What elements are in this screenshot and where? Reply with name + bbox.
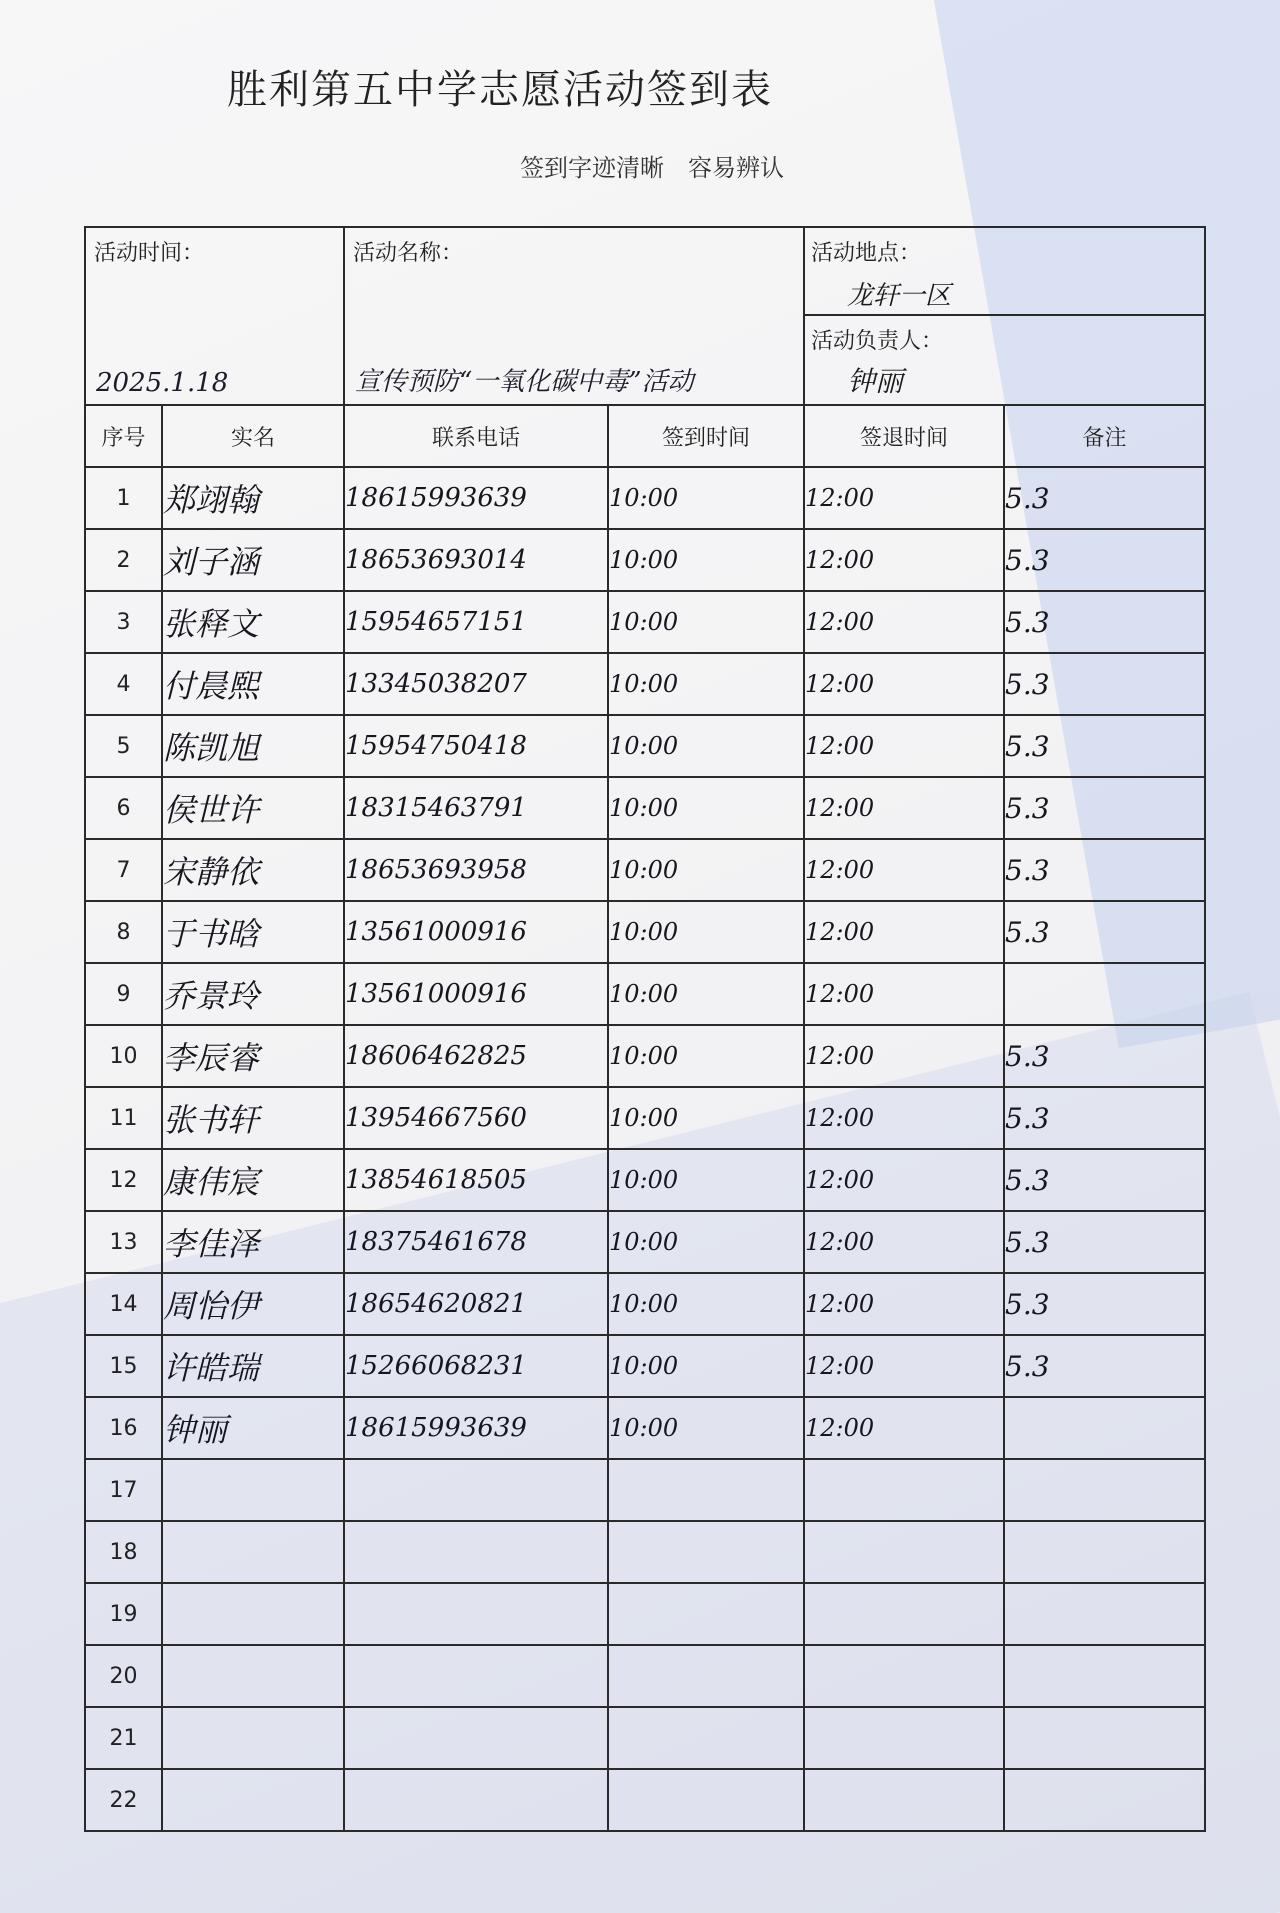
activity-leader-value: 钟丽 — [847, 365, 904, 398]
phone-cell: 13854618505 — [344, 1149, 608, 1211]
sign-in-cell — [608, 1521, 804, 1583]
phone-cell: 13561000916 — [344, 901, 608, 963]
seq-cell: 1 — [85, 467, 162, 529]
remark-cell: 5.3 — [1004, 1335, 1205, 1397]
activity-leader-label: 活动负责人： — [811, 329, 944, 354]
seq-cell: 18 — [85, 1521, 162, 1583]
table-row — [85, 1583, 1205, 1645]
sign-out-cell: 12:00 — [804, 529, 1004, 591]
table-row — [85, 467, 1205, 529]
sign-out-cell: 12:00 — [804, 1273, 1004, 1335]
phone-cell: 18653693014 — [344, 529, 608, 591]
sign-in-cell — [608, 1769, 804, 1831]
sign-out-cell: 12:00 — [804, 1149, 1004, 1211]
seq-cell: 16 — [85, 1397, 162, 1459]
name-cell: 钟丽 — [162, 1397, 344, 1459]
name-cell: 乔景玲 — [162, 963, 344, 1025]
seq-cell: 6 — [85, 777, 162, 839]
table-row — [85, 1273, 1205, 1335]
activity-name-label: 活动名称： — [353, 241, 464, 266]
phone-cell: 18375461678 — [344, 1211, 608, 1273]
seq-cell: 17 — [85, 1459, 162, 1521]
table-body — [85, 467, 1205, 1831]
phone-cell — [344, 1459, 608, 1521]
table-row — [85, 591, 1205, 653]
sign-in-cell: 10:00 — [608, 1335, 804, 1397]
sign-out-cell: 12:00 — [804, 839, 1004, 901]
sign-in-cell: 10:00 — [608, 715, 804, 777]
remark-cell: 5.3 — [1004, 467, 1205, 529]
phone-cell: 15954657151 — [344, 591, 608, 653]
table-row — [85, 901, 1205, 963]
remark-cell: 5.3 — [1004, 777, 1205, 839]
sign-out-cell: 12:00 — [804, 653, 1004, 715]
seq-cell: 13 — [85, 1211, 162, 1273]
sign-out-cell: 12:00 — [804, 1025, 1004, 1087]
sign-in-cell: 10:00 — [608, 591, 804, 653]
sign-out-cell: 12:00 — [804, 1087, 1004, 1149]
sign-in-cell: 10:00 — [608, 1211, 804, 1273]
name-cell — [162, 1459, 344, 1521]
table-row — [85, 1769, 1205, 1831]
seq-cell: 3 — [85, 591, 162, 653]
seq-cell: 5 — [85, 715, 162, 777]
sign-out-cell: 12:00 — [804, 963, 1004, 1025]
name-cell — [162, 1645, 344, 1707]
remark-cell: 5.3 — [1004, 1211, 1205, 1273]
seq-cell: 19 — [85, 1583, 162, 1645]
table-row — [85, 1335, 1205, 1397]
table-row — [85, 1211, 1205, 1273]
seq-cell: 4 — [85, 653, 162, 715]
phone-cell: 18653693958 — [344, 839, 608, 901]
name-cell: 康伟宸 — [162, 1149, 344, 1211]
remark-cell — [1004, 1521, 1205, 1583]
name-cell: 张书轩 — [162, 1087, 344, 1149]
sign-in-cell: 10:00 — [608, 529, 804, 591]
seq-cell: 11 — [85, 1087, 162, 1149]
seq-cell: 20 — [85, 1645, 162, 1707]
seq-cell: 7 — [85, 839, 162, 901]
table-row — [85, 1707, 1205, 1769]
phone-cell: 13954667560 — [344, 1087, 608, 1149]
sign-out-cell — [804, 1583, 1004, 1645]
name-cell: 周怡伊 — [162, 1273, 344, 1335]
activity-location-cell — [804, 227, 1205, 405]
sign-in-cell — [608, 1459, 804, 1521]
sign-in-table — [84, 226, 1206, 1832]
sign-out-cell — [804, 1707, 1004, 1769]
sign-out-cell — [804, 1769, 1004, 1831]
activity-location-value: 龙轩一区 — [847, 281, 952, 311]
table-row — [85, 1087, 1205, 1149]
seq-cell: 9 — [85, 963, 162, 1025]
seq-cell: 12 — [85, 1149, 162, 1211]
column-header-name: 实名 — [162, 405, 344, 467]
seq-cell: 14 — [85, 1273, 162, 1335]
name-cell — [162, 1521, 344, 1583]
activity-time-label: 活动时间： — [94, 241, 205, 266]
column-header-remark: 备注 — [1004, 405, 1205, 467]
seq-cell: 15 — [85, 1335, 162, 1397]
phone-cell: 13345038207 — [344, 653, 608, 715]
sign-in-cell: 10:00 — [608, 777, 804, 839]
sign-in-cell — [608, 1707, 804, 1769]
remark-cell — [1004, 1583, 1205, 1645]
name-cell: 李佳泽 — [162, 1211, 344, 1273]
sign-out-cell — [804, 1645, 1004, 1707]
remark-cell: 5.3 — [1004, 1087, 1205, 1149]
sign-out-cell: 12:00 — [804, 901, 1004, 963]
table-row — [85, 839, 1205, 901]
sign-in-cell: 10:00 — [608, 963, 804, 1025]
phone-cell — [344, 1645, 608, 1707]
remark-cell — [1004, 1769, 1205, 1831]
phone-cell: 18615993639 — [344, 467, 608, 529]
remark-cell: 5.3 — [1004, 591, 1205, 653]
table-row — [85, 1521, 1205, 1583]
sign-in-cell: 10:00 — [608, 1025, 804, 1087]
table-row — [85, 653, 1205, 715]
sign-in-cell: 10:00 — [608, 1149, 804, 1211]
phone-cell: 15266068231 — [344, 1335, 608, 1397]
activity-name-value: 宣传预防“一氧化碳中毒”活动 — [355, 367, 694, 397]
remark-cell: 5.3 — [1004, 1025, 1205, 1087]
phone-cell: 18654620821 — [344, 1273, 608, 1335]
sign-in-cell: 10:00 — [608, 1273, 804, 1335]
phone-cell — [344, 1707, 608, 1769]
remark-cell: 5.3 — [1004, 715, 1205, 777]
remark-cell — [1004, 963, 1205, 1025]
page-subtitle: 签到字迹清晰 容易辨认 — [520, 154, 784, 182]
phone-cell: 15954750418 — [344, 715, 608, 777]
seq-cell: 22 — [85, 1769, 162, 1831]
sign-out-cell: 12:00 — [804, 1211, 1004, 1273]
name-cell — [162, 1769, 344, 1831]
sign-in-cell: 10:00 — [608, 1397, 804, 1459]
name-cell: 宋静依 — [162, 839, 344, 901]
phone-cell: 18615993639 — [344, 1397, 608, 1459]
phone-cell: 13561000916 — [344, 963, 608, 1025]
phone-cell — [344, 1583, 608, 1645]
name-cell: 陈凯旭 — [162, 715, 344, 777]
sign-in-cell: 10:00 — [608, 1087, 804, 1149]
activity-location-label: 活动地点： — [811, 241, 922, 266]
name-cell — [162, 1707, 344, 1769]
sign-in-cell: 10:00 — [608, 467, 804, 529]
name-cell: 李辰睿 — [162, 1025, 344, 1087]
sign-in-cell — [608, 1583, 804, 1645]
sign-out-cell: 12:00 — [804, 467, 1004, 529]
sign-in-cell — [608, 1645, 804, 1707]
activity-name-cell — [344, 227, 804, 405]
table-row — [85, 1645, 1205, 1707]
sign-in-cell: 10:00 — [608, 653, 804, 715]
remark-cell: 5.3 — [1004, 1149, 1205, 1211]
table-row — [85, 963, 1205, 1025]
activity-time-value: 2025.1.18 — [96, 368, 229, 398]
remark-cell — [1004, 1459, 1205, 1521]
sign-out-cell: 12:00 — [804, 1397, 1004, 1459]
info-row — [85, 227, 1205, 405]
sign-in-cell: 10:00 — [608, 839, 804, 901]
column-header-seq: 序号 — [85, 405, 162, 467]
remark-cell — [1004, 1645, 1205, 1707]
name-cell: 许皓瑞 — [162, 1335, 344, 1397]
table-row — [85, 1025, 1205, 1087]
table-row — [85, 1459, 1205, 1521]
leader-block — [805, 316, 1204, 404]
page-title: 胜利第五中学志愿活动签到表 — [227, 67, 773, 113]
column-header-phone: 联系电话 — [344, 405, 608, 467]
column-header-row — [85, 405, 1205, 467]
remark-cell: 5.3 — [1004, 839, 1205, 901]
remark-cell: 5.3 — [1004, 901, 1205, 963]
name-cell: 侯世许 — [162, 777, 344, 839]
name-cell: 于书晗 — [162, 901, 344, 963]
name-cell: 张释文 — [162, 591, 344, 653]
remark-cell: 5.3 — [1004, 529, 1205, 591]
sign-out-cell: 12:00 — [804, 715, 1004, 777]
table-row — [85, 777, 1205, 839]
sign-out-cell — [804, 1521, 1004, 1583]
name-cell: 刘子涵 — [162, 529, 344, 591]
phone-cell — [344, 1769, 608, 1831]
sign-in-cell: 10:00 — [608, 901, 804, 963]
remark-cell: 5.3 — [1004, 1273, 1205, 1335]
name-cell — [162, 1583, 344, 1645]
seq-cell: 21 — [85, 1707, 162, 1769]
table-row — [85, 1149, 1205, 1211]
sign-out-cell: 12:00 — [804, 1335, 1004, 1397]
table-row — [85, 715, 1205, 777]
activity-time-cell — [85, 227, 344, 405]
sign-out-cell: 12:00 — [804, 777, 1004, 839]
remark-cell: 5.3 — [1004, 653, 1205, 715]
phone-cell — [344, 1521, 608, 1583]
name-cell: 郑翊翰 — [162, 467, 344, 529]
sign-out-cell: 12:00 — [804, 591, 1004, 653]
seq-cell: 2 — [85, 529, 162, 591]
column-header-sign-in: 签到时间 — [608, 405, 804, 467]
seq-cell: 10 — [85, 1025, 162, 1087]
name-cell: 付晨熙 — [162, 653, 344, 715]
remark-cell — [1004, 1707, 1205, 1769]
sign-out-cell — [804, 1459, 1004, 1521]
location-block — [805, 228, 1204, 316]
table-row — [85, 529, 1205, 591]
table-row — [85, 1397, 1205, 1459]
phone-cell: 18606462825 — [344, 1025, 608, 1087]
column-header-sign-out: 签退时间 — [804, 405, 1004, 467]
seq-cell: 8 — [85, 901, 162, 963]
remark-cell — [1004, 1397, 1205, 1459]
phone-cell: 18315463791 — [344, 777, 608, 839]
